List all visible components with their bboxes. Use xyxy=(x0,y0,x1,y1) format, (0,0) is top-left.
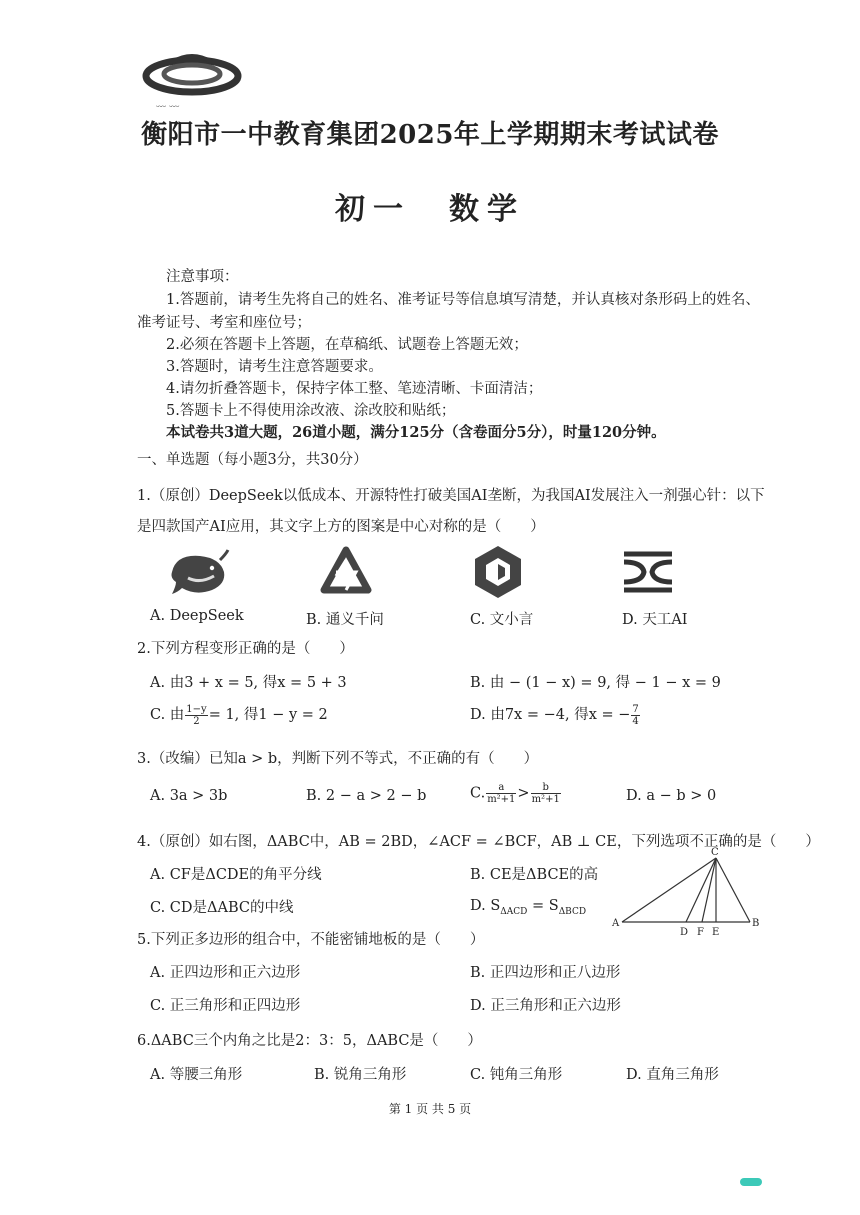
section-1-heading: 一、单选题（每小题3分，共30分） xyxy=(137,452,368,468)
q2-option-c-suffix: = 1, 得1 − y = 2 xyxy=(208,707,328,723)
q2-option-c-fraction xyxy=(185,704,207,727)
q4-option-c: C. CD是ΔABC的中线 xyxy=(150,900,294,916)
figure-label-e: E xyxy=(712,927,720,938)
notice-item-2: 2.必须在答题卡上答题，在草稿纸、试题卷上答题无效； xyxy=(166,337,528,353)
triangle-abc-figure xyxy=(610,844,770,940)
figure-label-d: D xyxy=(680,927,689,938)
q5-stem: 5.下列正多边形的组合中，不能密铺地板的是（ ） xyxy=(137,932,485,948)
q3-option-c-numerator-1: a xyxy=(486,782,516,794)
page-number: 第 1 页 共 5 页 xyxy=(388,1102,472,1116)
q1-option-b: B. 通义千问 xyxy=(306,612,384,628)
q2-option-d xyxy=(470,703,641,727)
q2-option-d-numerator: 7 xyxy=(632,703,639,715)
q4-option-d-prefix: D. S xyxy=(470,898,501,914)
q6-option-d: D. 直角三角形 xyxy=(626,1067,719,1083)
q4-option-b: B. CE是ΔBCE的高 xyxy=(470,867,599,883)
q2-option-c xyxy=(150,703,328,727)
q2-option-a: A. 由3 + x = 5, 得x = 5 + 3 xyxy=(150,675,347,691)
q1-stem-line-2: 是四款国产AI应用，其文字上方的图案是中心对称的是（ ） xyxy=(137,519,545,535)
q1-option-c: C. 文小言 xyxy=(470,612,534,628)
q1-option-d: D. 天工AI xyxy=(622,612,688,628)
q2-option-c-numerator: 1−y xyxy=(186,703,207,715)
q4-option-a: A. CF是ΔCDE的角平分线 xyxy=(150,867,322,883)
exam-subject: 初一 数学 xyxy=(335,192,525,227)
q3-option-c-prefix: C. xyxy=(470,785,486,802)
notice-heading: 注意事项： xyxy=(166,269,239,285)
q4-option-d-subscript-1: ΔACD xyxy=(500,906,528,917)
q3-option-a: A. 3a > 3b xyxy=(150,788,228,804)
q2-option-c-prefix: C. 由 xyxy=(150,707,185,723)
q6-option-c: C. 钝角三角形 xyxy=(470,1067,563,1083)
q1-stem-line-1: 1.（原创）DeepSeek以低成本、开源特性打破美国AI垄断，为我国AI发展注入一剂强心针：以下 xyxy=(137,488,765,504)
q3-option-c-denominator-1: m²+1 xyxy=(487,794,516,805)
q3-option-c xyxy=(470,782,562,805)
q5-option-b: B. 正四边形和正八边形 xyxy=(470,965,621,981)
notice-item-1-line-1: 1.答题前，请考生先将自己的姓名、准考证号等信息填写清楚，并认真核对条形码上的姓名、 xyxy=(166,292,760,308)
school-logo-icon xyxy=(142,48,242,110)
q3-option-c-operator: > xyxy=(517,785,530,802)
q3-option-c-numerator-2: b xyxy=(531,782,561,794)
notice-item-5: 5.答题卡上不得使用涂改液、涂改胶和贴纸； xyxy=(166,403,456,419)
q6-option-a: A. 等腰三角形 xyxy=(150,1067,243,1083)
q2-stem: 2.下列方程变形正确的是（ ） xyxy=(137,641,354,657)
figure-label-a: A xyxy=(612,918,620,929)
figure-label-b: B xyxy=(752,918,760,929)
q1-option-a: A. DeepSeek xyxy=(150,608,244,624)
q2-option-c-denominator: 2 xyxy=(193,715,200,727)
figure-label-f: F xyxy=(697,927,704,938)
q4-stem: 4.（原创）如右图，ΔABC中，AB = 2BD，∠ACF = ∠BCF，AB ⊥ CE，下列选项不正确的是（ ） xyxy=(137,834,820,850)
notice-summary: 本试卷共3道大题，26道小题，满分125分（含卷面分5分），时量120分钟。 xyxy=(166,424,666,441)
q5-option-d: D. 正三角形和正六边形 xyxy=(470,998,621,1014)
exam-title: 衡阳市一中教育集团2025年上学期期末考试试卷 xyxy=(141,120,719,150)
q3-option-b: B. 2 − a > 2 − b xyxy=(306,788,427,804)
q2-option-d-prefix: D. 由7x = −4, 得x = − xyxy=(470,707,631,723)
q5-option-a: A. 正四边形和正六边形 xyxy=(150,965,301,981)
q3-option-c-fraction-2 xyxy=(531,782,561,805)
hexagon-logo-icon xyxy=(472,544,524,600)
figure-label-c: C xyxy=(711,847,719,858)
q3-stem: 3.（改编）已知a > b，判断下列不等式，不正确的有（ ） xyxy=(137,751,539,767)
q6-option-b: B. 锐角三角形 xyxy=(314,1067,407,1083)
q6-stem: 6.ΔABC三个内角之比是2：3：5，ΔABC是（ ） xyxy=(137,1033,482,1049)
triangle-knot-logo-icon xyxy=(318,546,374,600)
q4-option-d-subscript-2: ΔBCD xyxy=(558,906,587,917)
notice-item-4: 4.请勿折叠答题卡，保持字体工整、笔迹清晰、卡面清洁； xyxy=(166,381,543,397)
notice-item-1-line-2: 准考证号、考室和座位号； xyxy=(137,315,311,331)
svg-text:﹏ ﹏: ﹏ ﹏ xyxy=(156,98,180,109)
whale-logo-icon xyxy=(168,548,230,598)
notice-item-3: 3.答题时，请考生注意答题要求。 xyxy=(166,359,383,375)
q2-option-d-denominator: 4 xyxy=(632,715,639,727)
q3-option-c-fraction-1 xyxy=(486,782,516,805)
highlight-mark xyxy=(740,1178,762,1186)
q4-option-d xyxy=(470,898,586,917)
q3-option-d: D. a − b > 0 xyxy=(626,788,717,804)
q2-option-b: B. 由 − (1 − x) = 9, 得 − 1 − x = 9 xyxy=(470,675,721,691)
q5-option-c: C. 正三角形和正四边形 xyxy=(150,998,301,1014)
q3-option-c-denominator-2: m²+1 xyxy=(531,794,560,805)
q2-option-d-fraction xyxy=(631,704,639,727)
dual-curve-logo-icon xyxy=(622,548,674,596)
q4-option-d-equals: = S xyxy=(527,898,559,914)
